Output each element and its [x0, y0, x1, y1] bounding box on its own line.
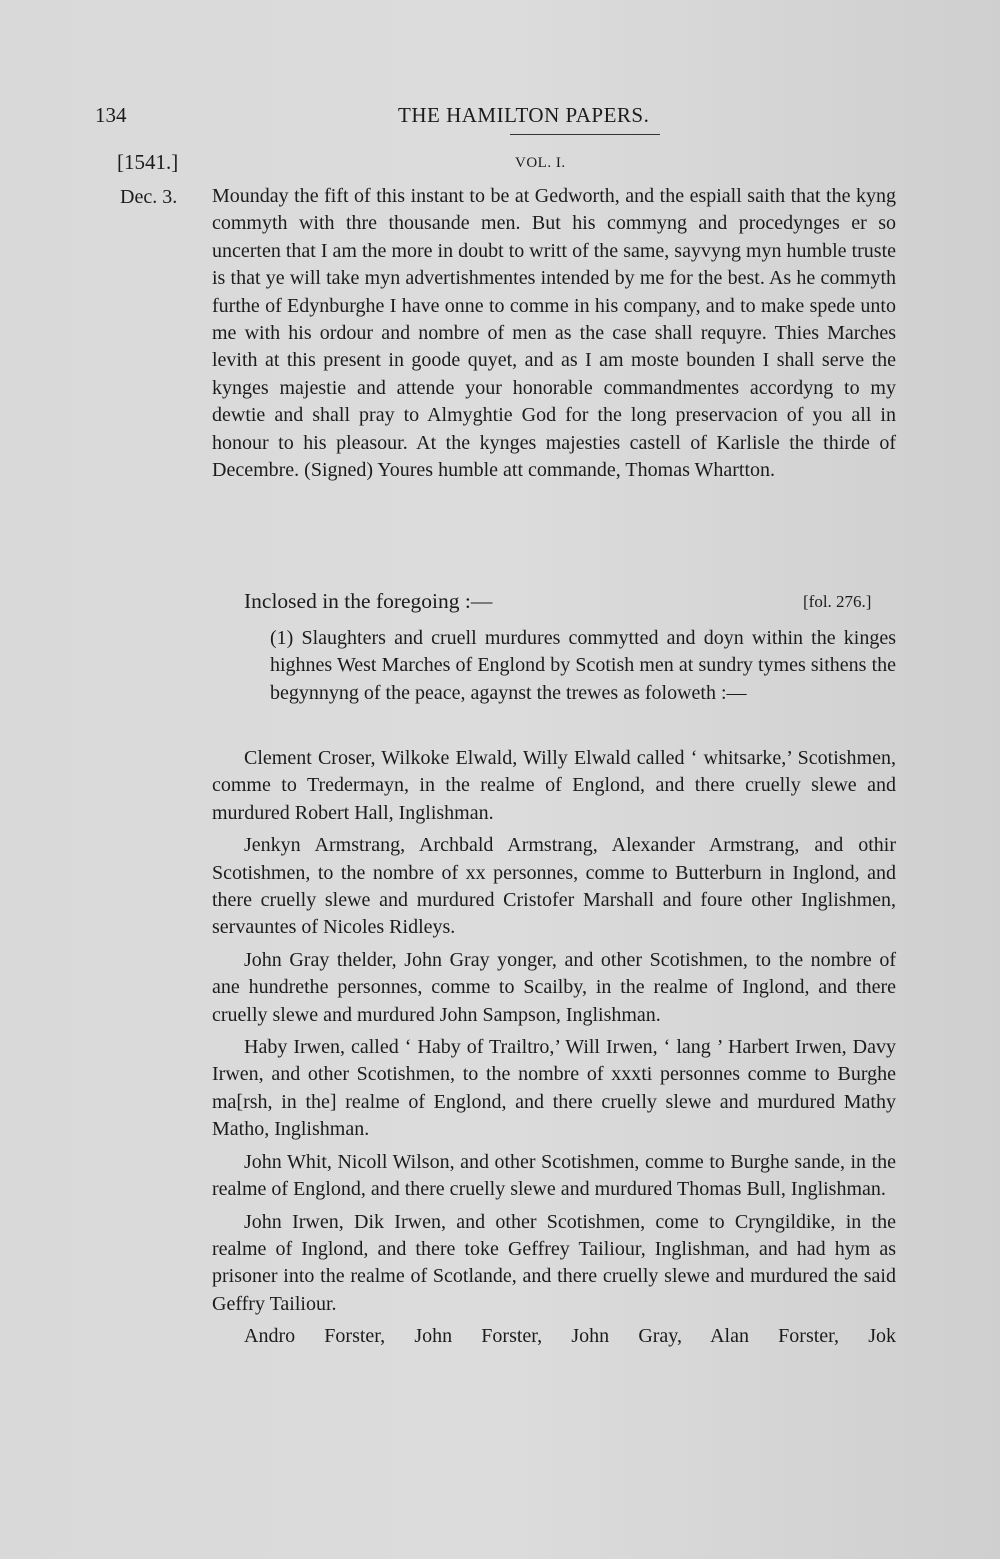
- list-item: Clement Croser, Wilkoke Elwald, Willy Elwald called ‘ whitsarke,’ Scotishmen, comme to Tredermayn, in the realme of Englond, and there cruelly slewe and murdured Robert Hall, Inglishman.: [212, 747, 896, 824]
- list-item: Haby Irwen, called ‘ Haby of Trailtro,’ Will Irwen, ‘ lang ’ Harbert Irwen, Davy Irwen, and other Scotishmen, to the nombre of xxxti personnes comme to Burghe ma[rsh, in the] realme of Englond, and there cruelly slewe and murdured Mathy Matho, Inglishman.: [212, 1036, 896, 1141]
- folio-reference: [fol. 276.]: [803, 592, 872, 611]
- list-item: John Irwen, Dik Irwen, and other Scotishmen, come to Cryngildike, in the realme of Inglond, and there toke Geffrey Tailiour, Inglishman, and had hym as prisoner into the realme of Scotlande, and there cruelly slewe and murdured the said Geffry Tailiour.: [212, 1210, 896, 1315]
- year-marker: [1541.]: [117, 150, 179, 174]
- list-item: Jenkyn Armstrang, Archbald Armstrang, Alexander Armstrang, and othir Scotishmen, to the nombre of xx personnes, comme to Butterburn in Inglond, and there cruelly slewe and murdured Cristofer Marshall and foure other Inglishmen, servauntes of Nicoles Ridleys.: [212, 834, 896, 939]
- page-number: 134: [95, 103, 127, 127]
- enclosure-title: Inclosed in the foregoing :—: [244, 589, 493, 613]
- letter-text: Mounday the fift of this instant to be at Gedworth, and the espiall saith that the kyng commyth with thre thousande men. But his commyng and procedynges er so uncerten that I am the more in doubt to writt of the same, sayvyng myn humble truste is that ye will take myn advertishmentes intended by me for the best. As he commyth furthe of Edynburghe I have onne to comme in his company, and to make spede unto me with his ordour and nombre of men as the case shall requyre. Thies Marches levith at this present in goode quyet, and as I am moste bounden I shall serve the kynges majestie and attende your honorable commandmentes accordyng to my dewtie and shall pray to Almyghtie God for the long preservacion of you all in honour to his pleasour. At the kynges majesties castell of Karlisle the thirde of Decembre. (Signed) Youres humble att commande, Thomas Whartton.: [212, 185, 896, 482]
- entries-list: [212, 745, 896, 1356]
- running-title: THE HAMILTON PAPERS.: [398, 103, 650, 127]
- enclosure-heading: (1) Slaughters and cruell murdures commytted and doyn within the kinges highnes West Marches of Englond by Scotish men at sundry tymes sithens the begynnyng of the peace, agaynst the trewes as foloweth :—: [270, 627, 896, 704]
- volume-label: VOL. I.: [515, 155, 566, 171]
- list-item: John Gray thelder, John Gray yonger, and other Scotishmen, to the nombre of ane hundrethe personnes, comme to Scailby, in the realme of Inglond, and there cruelly slewe and murdured John Sampson, Inglishman.: [212, 948, 896, 1026]
- header-rule: [510, 134, 660, 135]
- date-sidenote: Dec. 3.: [120, 186, 178, 208]
- list-item: John Whit, Nicoll Wilson, and other Scotishmen, comme to Burghe sande, in the realme of Englond, and there cruelly slewe and murdured Thomas Bull, Inglishman.: [212, 1150, 896, 1201]
- list-item: Andro Forster, John Forster, John Gray, Alan Forster, Jok: [244, 1325, 896, 1348]
